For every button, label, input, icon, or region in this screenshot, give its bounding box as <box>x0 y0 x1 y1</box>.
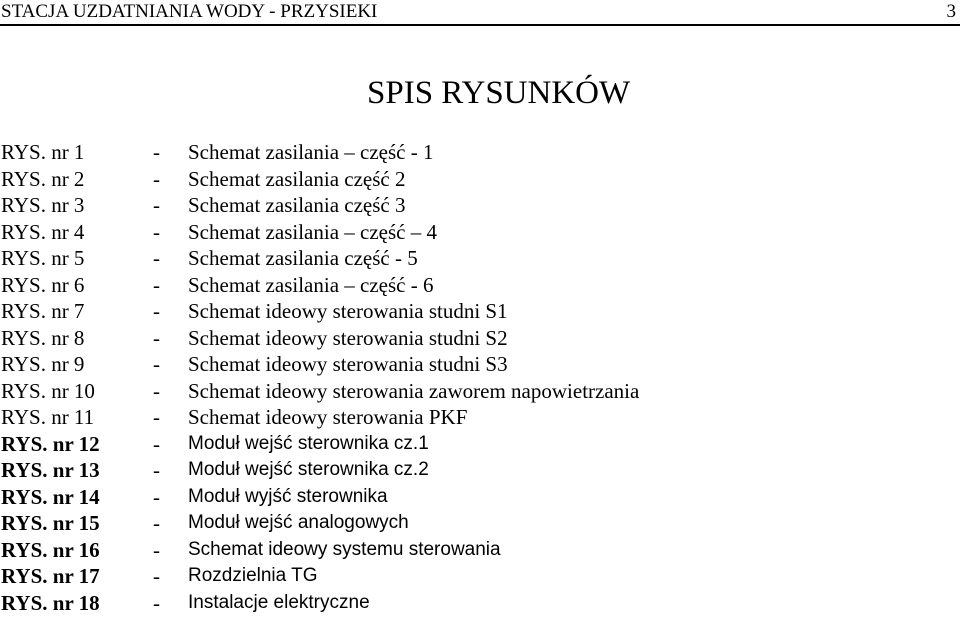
separator-dash: - <box>153 458 160 482</box>
drawing-number: RYS. nr 1 <box>1 140 85 164</box>
drawing-description: Schemat ideowy sterowania studni S1 <box>188 299 508 323</box>
list-item <box>1 431 901 458</box>
list-item <box>1 590 901 617</box>
list-item <box>1 510 901 537</box>
list-item <box>1 378 901 405</box>
list-item <box>1 192 901 219</box>
drawing-description: Moduł wejść sterownika cz.2 <box>188 459 429 480</box>
drawing-description: Moduł wyjść sterownika <box>188 485 388 507</box>
drawing-number: RYS. nr 5 <box>1 246 85 270</box>
drawing-description: Schemat zasilania część - 5 <box>188 246 418 270</box>
list-item <box>1 537 901 564</box>
separator-dash: - <box>153 193 160 217</box>
drawing-description: Moduł wejść sterownika cz.1 <box>188 432 429 454</box>
list-item <box>1 404 901 431</box>
list-item <box>1 563 901 590</box>
document-title: STACJA UZDATNIANIA WODY - PRZYSIEKI <box>1 1 378 22</box>
separator-dash: - <box>153 325 160 350</box>
separator-dash: - <box>153 405 160 429</box>
separator-dash: - <box>153 378 160 403</box>
drawing-description: Schemat ideowy sterowania zaworem napowietrzania <box>188 378 640 403</box>
drawings-list <box>1 139 901 616</box>
drawing-number: RYS. nr 11 <box>1 405 95 429</box>
drawing-description: Schemat zasilania część 3 <box>188 193 406 217</box>
list-item <box>1 219 901 246</box>
separator-dash: - <box>153 537 160 562</box>
drawing-number: RYS. nr 13 <box>1 458 100 482</box>
separator-dash: - <box>153 299 160 323</box>
drawing-description: Moduł wejść analogowych <box>188 512 409 533</box>
drawing-number: RYS. nr 8 <box>1 325 85 350</box>
drawing-description: Schemat zasilania część 2 <box>188 166 406 191</box>
list-item <box>1 272 901 299</box>
drawing-description: Schemat zasilania – część - 1 <box>188 140 434 164</box>
separator-dash: - <box>153 511 160 535</box>
drawing-description: Rozdzielnia TG <box>188 565 318 586</box>
drawing-description: Instalacje elektryczne <box>188 591 370 613</box>
list-item <box>1 484 901 511</box>
list-item <box>1 139 901 166</box>
page-header <box>0 0 960 26</box>
drawing-number: RYS. nr 6 <box>1 272 85 297</box>
separator-dash: - <box>153 166 160 191</box>
drawing-description: Schemat zasilania – część – 4 <box>188 219 437 244</box>
separator-dash: - <box>153 484 160 509</box>
drawing-number: RYS. nr 14 <box>1 484 100 509</box>
drawing-number: RYS. nr 10 <box>1 378 95 403</box>
separator-dash: - <box>153 140 160 164</box>
separator-dash: - <box>153 564 160 588</box>
drawing-number: RYS. nr 15 <box>1 511 100 535</box>
list-item <box>1 166 901 193</box>
drawing-number: RYS. nr 2 <box>1 166 85 191</box>
separator-dash: - <box>153 431 160 456</box>
drawing-description: Schemat ideowy sterowania studni S2 <box>188 325 508 350</box>
drawing-description: Schemat ideowy systemu sterowania <box>188 538 501 560</box>
drawing-description: Schemat ideowy sterowania studni S3 <box>188 352 508 376</box>
drawing-number: RYS. nr 3 <box>1 193 85 217</box>
drawing-number: RYS. nr 12 <box>1 431 100 456</box>
drawing-number: RYS. nr 17 <box>1 564 100 588</box>
list-item <box>1 325 901 352</box>
drawing-description: Schemat ideowy sterowania PKF <box>188 405 468 429</box>
drawing-number: RYS. nr 16 <box>1 537 100 562</box>
list-item <box>1 351 901 378</box>
list-item <box>1 245 901 272</box>
separator-dash: - <box>153 352 160 376</box>
list-item <box>1 298 901 325</box>
page-title: SPIS RYSUNKÓW <box>367 75 631 111</box>
separator-dash: - <box>153 272 160 297</box>
drawing-number: RYS. nr 9 <box>1 352 85 376</box>
separator-dash: - <box>153 219 160 244</box>
separator-dash: - <box>153 590 160 615</box>
list-item <box>1 457 901 484</box>
separator-dash: - <box>153 246 160 270</box>
drawing-number: RYS. nr 7 <box>1 299 85 323</box>
drawing-number: RYS. nr 4 <box>1 219 85 244</box>
drawing-number: RYS. nr 18 <box>1 590 100 615</box>
page-number: 3 <box>946 1 956 22</box>
drawing-description: Schemat zasilania – część - 6 <box>188 272 434 297</box>
